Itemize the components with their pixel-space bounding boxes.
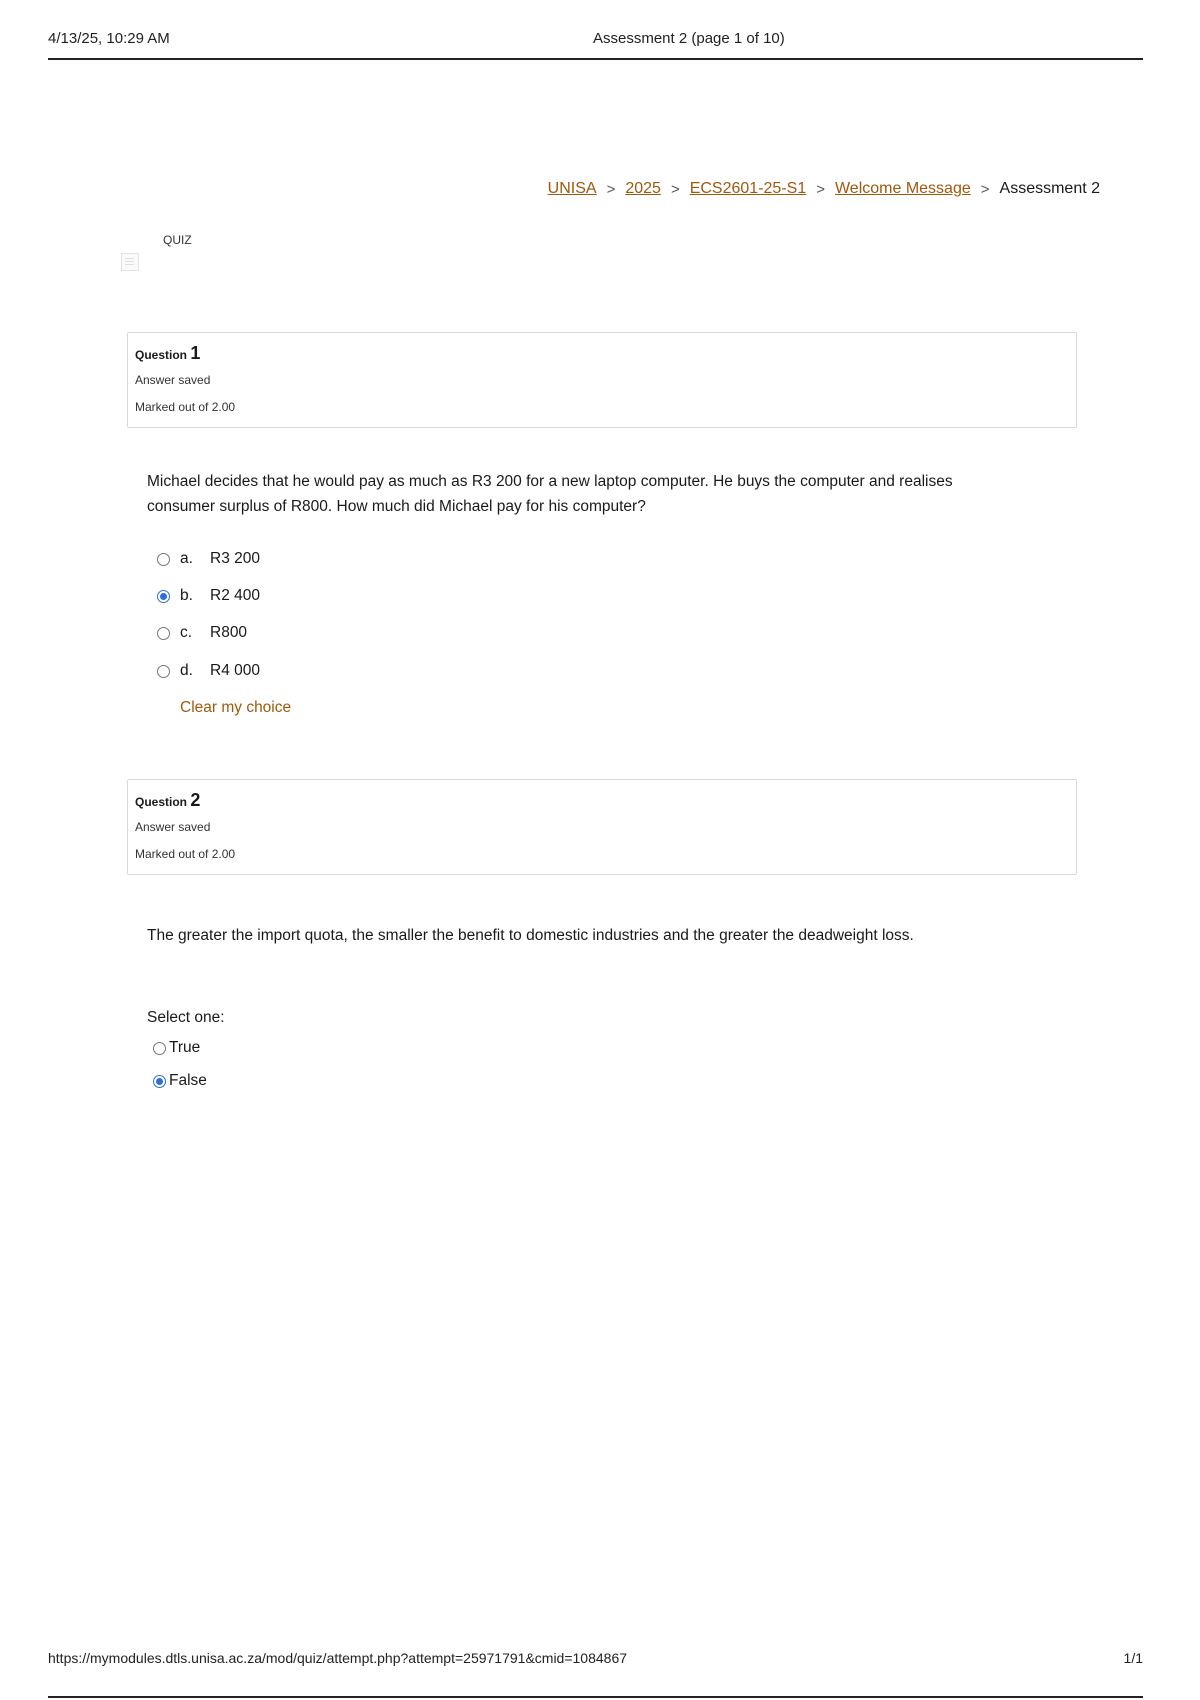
question-info-1: [127, 332, 1077, 428]
radio-button[interactable]: [157, 627, 170, 640]
question-number-value: 2: [190, 790, 201, 810]
question-state: Answer saved: [135, 373, 211, 387]
breadcrumb-current: Assessment 2: [999, 180, 1100, 197]
question-grade: Marked out of 2.00: [135, 400, 236, 414]
option-value: R2 400: [210, 587, 260, 604]
activity-type-label: QUIZ: [163, 233, 192, 247]
chevron-right-icon: >: [670, 180, 680, 198]
breadcrumb-link-unisa[interactable]: UNISA: [547, 180, 597, 197]
answer-option-c[interactable]: [157, 622, 247, 644]
breadcrumb-link-year[interactable]: 2025: [625, 180, 661, 197]
chevron-right-icon: >: [816, 180, 825, 198]
answer-option-a[interactable]: [157, 548, 260, 570]
option-value: R4 000: [210, 662, 260, 679]
radio-button[interactable]: [157, 665, 170, 678]
select-one-prompt: Select one:: [147, 1009, 225, 1026]
clear-choice-link[interactable]: Clear my choice: [180, 699, 292, 716]
chevron-right-icon: >: [606, 180, 616, 198]
question-text-line: consumer surplus of R800. How much did Michael pay for his computer?: [147, 498, 646, 515]
question-info-2: [127, 779, 1077, 875]
breadcrumb: [548, 180, 1100, 198]
print-header: [48, 28, 1143, 60]
print-title: Assessment 2 (page 1 of 10): [593, 30, 785, 47]
radio-button[interactable]: [153, 1042, 166, 1055]
answer-option-d[interactable]: [157, 660, 260, 682]
option-value: R800: [210, 624, 248, 641]
quiz-icon: [121, 253, 139, 271]
radio-button-selected[interactable]: [153, 1075, 166, 1088]
question-number: [135, 790, 200, 811]
answer-option-b[interactable]: [157, 585, 260, 607]
answer-option-true[interactable]: [153, 1037, 200, 1059]
option-letter: b.: [180, 587, 193, 604]
question-state: Answer saved: [135, 820, 211, 834]
radio-button-selected[interactable]: [157, 590, 170, 603]
print-footer: [48, 1648, 1143, 1698]
answer-option-false[interactable]: [153, 1070, 207, 1092]
option-letter: a.: [180, 550, 193, 567]
question-number: [135, 343, 200, 364]
option-letter: c.: [180, 624, 193, 641]
chevron-right-icon: >: [980, 180, 990, 198]
print-date: 4/13/25, 10:29 AM: [48, 30, 170, 47]
question-number-value: 1: [190, 343, 201, 363]
radio-button[interactable]: [157, 553, 170, 566]
question-text-2: The greater the import quota, the smaller the benefit to domestic industries and the greater the deadweight loss.: [147, 927, 914, 944]
option-value: False: [169, 1072, 207, 1089]
page-count: 1/1: [1123, 1650, 1143, 1666]
question-grade: Marked out of 2.00: [135, 847, 236, 861]
option-value: True: [169, 1039, 201, 1056]
question-label: Question: [135, 795, 188, 809]
question-label: Question: [135, 348, 188, 362]
page-url: https://mymodules.dtls.unisa.ac.za/mod/quiz/attempt.php?attempt=25971791&cmid=1084867: [48, 1650, 628, 1666]
option-value: R3 200: [210, 550, 260, 567]
breadcrumb-link-module[interactable]: ECS2601-25-S1: [689, 180, 807, 197]
breadcrumb-link-welcome[interactable]: Welcome Message: [834, 180, 971, 197]
question-text-1: [147, 469, 1027, 519]
question-text-line: Michael decides that he would pay as much as R3 200 for a new laptop computer. He buys the computer and realises: [147, 473, 953, 490]
option-letter: d.: [180, 662, 193, 679]
